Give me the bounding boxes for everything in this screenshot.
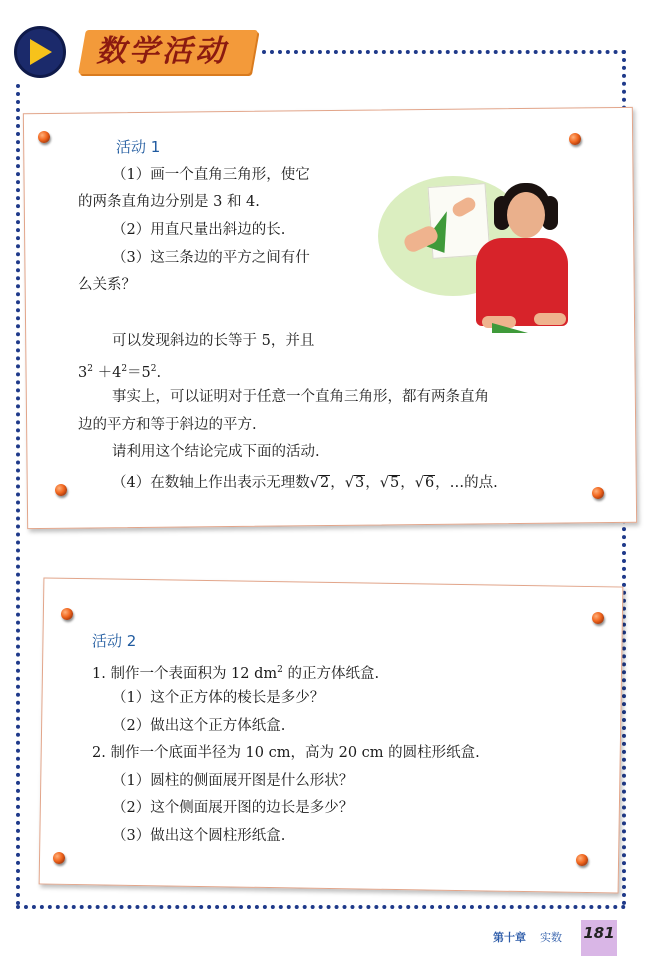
task-4-suffix: ，…的点. [435,475,498,491]
frame-top-dots [262,50,626,54]
item-1-text: 1. 制作一个表面积为 12 dm [92,665,278,682]
radicand: 6 [424,475,435,491]
activity-2-item-2: 2. 制作一个底面半径为 10 cm，高为 20 cm 的圆柱形纸盒. [92,745,480,761]
arm [534,313,566,325]
activity-1-line: （3）这三条边的平方之间有什 [112,250,310,266]
activity-1-line: 请利用这个结论完成下面的活动. [112,444,320,460]
activity-1-heading: 活动 1 [116,138,161,156]
pin-icon [38,131,50,143]
pin-icon [55,484,67,496]
footer-chapter: 第十章 [493,931,526,944]
page-title: 数学活动 [96,34,228,69]
separator: ， [365,475,380,491]
activity-1-line: 边的平方和等于斜边的平方. [78,417,257,433]
pin-icon [569,133,581,145]
activity-1-line: （1）画一个直角三角形，使它 [112,167,310,183]
radicand: 3 [354,475,365,491]
item-1-exponent: 2 [277,665,283,675]
page-number: 181 [583,924,615,942]
girl-face [507,192,545,238]
eq-end: . [156,364,162,381]
task-4-prefix: （4）在数轴上作出表示无理数 [112,475,310,491]
activity-2-line: （3）做出这个圆柱形纸盒. [112,828,286,844]
triangle-ruler [492,323,528,333]
activity-2-line: （2）这个侧面展开图的边长是多少？ [112,800,354,816]
eq-exponent: 2 [150,364,157,374]
eq-operator: ＋ [97,364,113,381]
activity-2-heading: 活动 2 [92,632,137,650]
frame-bottom-dots [16,905,626,909]
frame-left-dots [16,84,20,906]
eq-operator: ＝ [127,364,142,381]
eq-exponent: 2 [121,364,128,374]
pin-icon [592,612,604,624]
play-icon [30,39,52,65]
sqrt-sign: √ [379,475,389,491]
activity-2-line: （1）这个正方体的棱长是多少？ [112,690,325,706]
pin-icon [576,854,588,866]
activity-1-line: 的两条直角边分别是 3 和 4. [78,194,260,210]
item-1-end: 的正方体纸盒. [282,665,380,682]
activity-1-line: 么关系？ [78,277,136,293]
sqrt-sign: √ [309,475,319,491]
activity-2-line: （2）做出这个正方体纸盒. [112,718,286,734]
activity-1-line: （2）用直尺量出斜边的长. [112,222,286,238]
activity-1-line: 可以发现斜边的长等于 5，并且 [112,333,315,349]
pythagoras-equation [78,359,161,383]
eq-exponent: 2 [87,364,93,374]
footer-section: 实数 [540,931,562,944]
sqrt-sign: √ [414,475,424,491]
radicand: 2 [319,475,330,491]
radicand: 5 [389,475,400,491]
separator: ， [400,475,415,491]
eq-term: 5 [141,364,151,381]
activity-2-line: （1）圆柱的侧面展开图是什么形状？ [112,773,354,789]
pin-icon [53,852,65,864]
eq-term: 4 [112,364,122,381]
activity-2-item-1 [92,660,379,684]
activity-1-task-4 [112,473,498,493]
sqrt-sign: √ [344,475,354,491]
pin-icon [592,487,604,499]
eq-term: 3 [78,364,88,381]
separator: ， [330,475,345,491]
activity-1-line: 事实上，可以证明对于任意一个直角三角形，都有两条直角 [112,389,489,405]
pin-icon [61,608,73,620]
